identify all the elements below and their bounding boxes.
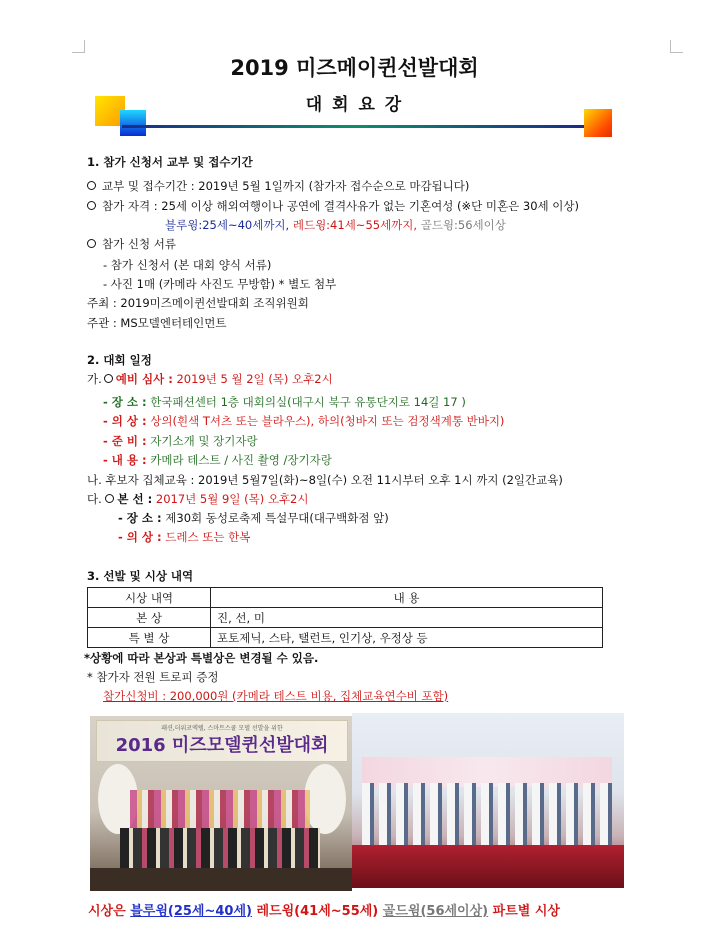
final-place-label: - 장 소 : [118, 511, 162, 525]
table-row [88, 628, 603, 648]
award-table [87, 587, 603, 648]
final-attire-value: 드레스 또는 한복 [165, 530, 251, 544]
attire-label: - 의 상 : [103, 414, 147, 428]
final-label: 본 선 : [117, 492, 153, 506]
trophy-note: * 참가자 전원 트로피 증정 [87, 670, 219, 684]
section1-heading: 1. 참가 신청서 교부 및 접수기간 [87, 155, 253, 169]
red-wing-text: 레드윙:41세~55세까지, [292, 218, 418, 232]
documents-heading-text: 참가 신청 서류 [102, 237, 176, 251]
training-line: 나. 후보자 집체교육 : 2019년 5월7일(화)~8일(수) 오전 11시부터 오후 1시 까지 (2일간교육) [87, 473, 563, 487]
prelim-label: 예비 심사 : [115, 372, 173, 386]
decor-square-orange [584, 109, 612, 137]
photo-crowd-back [130, 790, 310, 830]
blue-wing-text: 블루윙:25세~40세까지, [165, 218, 290, 232]
period-text: 교부 및 접수기간 : 2019년 5월 1일까지 (참가자 접수순으로 마감됩니다) [102, 179, 470, 193]
caption-gold-wing: 골드윙(56세이상) [382, 904, 489, 919]
photo-floor [90, 868, 352, 891]
table-row [88, 608, 603, 628]
bullet-circle-icon [87, 201, 96, 210]
table-cell: 특 별 상 [88, 628, 211, 648]
prelim-line [87, 372, 333, 387]
content-value: 카메라 테스트 / 사진 촬영 /장기자랑 [150, 453, 332, 467]
photo-banner [96, 720, 348, 762]
attire-line [103, 414, 504, 429]
final-attire-line [118, 530, 250, 545]
organizer-line: 주관 : MS모델엔터테인먼트 [87, 316, 227, 330]
qualification-line [87, 199, 579, 214]
table-header-row [88, 588, 603, 608]
section2-heading: 2. 대회 일정 [87, 353, 152, 367]
gold-wing-text: 골드윙:56세이상 [420, 218, 506, 232]
prep-line [103, 434, 258, 449]
decor-square-blue [120, 110, 146, 136]
bullet-circle-icon [87, 181, 96, 190]
caption-red-wing: 레드윙(41세~55세) [256, 904, 379, 919]
place-line [103, 395, 466, 410]
final-date: 2017년 5월 9일 (목) 오후2시 [155, 492, 309, 506]
table-header-cell: 시상 내역 [88, 588, 211, 608]
page-subtitle: 대 회 요 강 [305, 95, 404, 115]
bullet-circle-icon [104, 374, 113, 383]
prep-label: - 준 비 : [103, 434, 147, 448]
attire-value: 상의(흰색 T셔츠 또는 블라우스), 하의(청바지 또는 검정색계통 반바지) [150, 414, 505, 428]
event-photo-group [90, 716, 352, 891]
final-place-value: 제30회 동성로축제 특설무대(대구백화점 앞) [165, 511, 389, 525]
prelim-date: 2019년 5 월 2일 (목) 오후2시 [176, 372, 333, 386]
doc-item-2: - 사진 1매 (카메라 사진도 무방함) * 별도 첨부 [103, 277, 337, 291]
content-line [103, 453, 332, 468]
page-title: 2019 미즈메이퀸선발대회 [230, 56, 479, 80]
final-prefix: 다. [87, 492, 102, 506]
caption-blue-wing: 블루윙(25세~40세) [130, 904, 252, 919]
doc-item-1: - 참가 신청서 (본 대회 양식 서류) [103, 258, 272, 272]
documents-heading [87, 237, 176, 252]
event-photo-lineup [352, 713, 624, 888]
table-cell: 포토제닉, 스타, 탤런트, 인기상, 우정상 등 [211, 628, 603, 648]
final-line [87, 492, 308, 507]
qualification-text: 참가 자격 : 25세 이상 해외여행이나 공연에 결격사유가 없는 기혼여성 (※단 미혼은 30세 이상) [102, 199, 579, 213]
fee-note: 참가신청비 : 200,000원 (카메라 테스트 비용, 집체교육연수비 포함) [103, 689, 449, 703]
change-note: *상황에 따라 본상과 특별상은 변경될 수 있음. [84, 651, 319, 665]
photo-banner-text: 2016 미즈모델퀸선발대회 [115, 735, 329, 756]
content-label: - 내 용 : [103, 453, 147, 467]
photo-banner-small-text: 패션,더위코엑텔, 스마트스쿨 모델 선발을 위한 [161, 725, 283, 732]
section3-heading: 3. 선발 및 시상 내역 [87, 569, 194, 583]
photo-crowd-front [120, 828, 320, 868]
place-value: 한국패션센터 1층 대회의실(대구시 북구 유통단지로 14길 17 ) [150, 395, 466, 409]
caption-suffix: 파트별 시상 [492, 904, 560, 919]
period-line [87, 179, 469, 194]
prelim-prefix: 가. [87, 372, 102, 386]
photo-stage [352, 845, 624, 888]
place-label: - 장 소 : [103, 395, 147, 409]
table-cell: 진, 선, 미 [211, 608, 603, 628]
caption-prefix: 시상은 [88, 904, 126, 919]
final-attire-label: - 의 상 : [118, 530, 162, 544]
bullet-circle-icon [87, 239, 96, 248]
photo-lineup-row [362, 783, 614, 845]
award-caption [88, 900, 560, 919]
table-cell: 본 상 [88, 608, 211, 628]
prep-value: 자기소개 및 장기자랑 [150, 434, 258, 448]
decor-line [122, 125, 586, 128]
host-line: 주최 : 2019미즈메이퀸선발대회 조직위원회 [87, 296, 309, 310]
final-place-line [118, 511, 389, 526]
wing-categories [165, 218, 506, 233]
table-header-cell: 내 용 [211, 588, 603, 608]
bullet-circle-icon [105, 494, 114, 503]
photo-floral-right [304, 764, 346, 834]
